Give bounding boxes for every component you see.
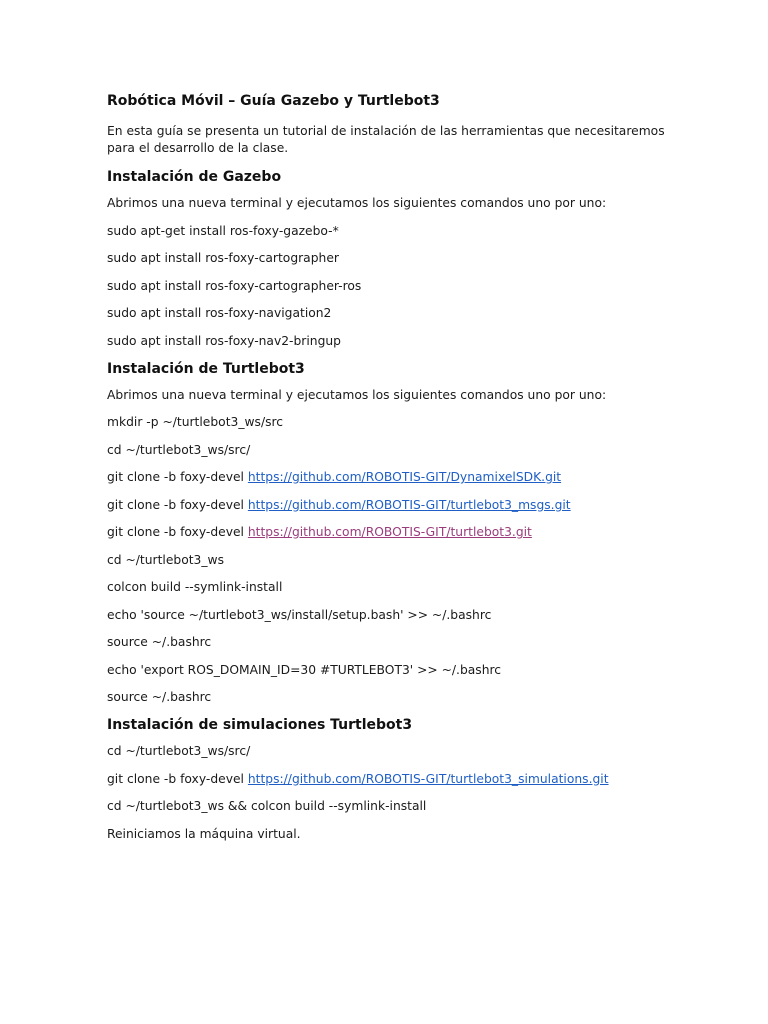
- turtlebot3-msgs-link[interactable]: https://github.com/ROBOTIS-GIT/turtlebot3_msgs.git: [247, 497, 571, 512]
- gazebo-command: sudo apt install ros-foxy-cartographer-ros: [107, 278, 362, 293]
- gazebo-command: sudo apt install ros-foxy-nav2-bringup: [107, 333, 341, 348]
- turtlebot3-simulations-link[interactable]: https://github.com/ROBOTIS-GIT/turtlebot3_simulations.git: [247, 771, 609, 786]
- turtlebot-command-source: source ~/.bashrc: [107, 690, 212, 704]
- simulations-command-build: cd ~/turtlebot3_ws && colcon build --symlink-install: [107, 799, 427, 813]
- simulations-command-cd-src: cd ~/turtlebot3_ws/src/: [107, 744, 251, 758]
- turtlebot3-link[interactable]: https://github.com/ROBOTIS-GIT/turtlebot3.git: [247, 525, 532, 539]
- dynamixel-sdk-link[interactable]: https://github.com/ROBOTIS-GIT/DynamixelSDK.git: [247, 470, 562, 484]
- gazebo-command: sudo apt install ros-foxy-navigation2: [107, 306, 332, 320]
- turtlebot-lead: Abrimos una nueva terminal y ejecutamos los siguientes comandos uno por uno:: [107, 387, 607, 402]
- clone-prefix: git clone -b foxy-devel: [107, 525, 248, 539]
- turtlebot-command-cd-src: cd ~/turtlebot3_ws/src/: [107, 442, 251, 457]
- turtlebot-command-echo-source: echo 'source ~/turtlebot3_ws/install/setup.bash' >> ~/.bashrc: [107, 607, 492, 622]
- clone-prefix: git clone -b foxy-devel: [107, 470, 248, 484]
- gazebo-heading: Instalación de Gazebo: [107, 169, 282, 185]
- clone-prefix: git clone -b foxy-devel: [107, 771, 248, 786]
- simulations-heading: Instalación de simulaciones Turtlebot3: [107, 717, 413, 733]
- turtlebot-command-clone-dynamixel: [107, 469, 687, 485]
- turtlebot-command-clone-msgs: [107, 497, 687, 513]
- document-title: Robótica Móvil – Guía Gazebo y Turtlebot3: [107, 93, 440, 109]
- gazebo-command: sudo apt-get install ros-foxy-gazebo-*: [107, 223, 339, 238]
- restart-instruction: Reiniciamos la máquina virtual.: [107, 826, 301, 841]
- simulations-command-clone: [107, 771, 687, 787]
- gazebo-command: sudo apt install ros-foxy-cartographer: [107, 251, 339, 265]
- clone-prefix: git clone -b foxy-devel: [107, 497, 248, 512]
- document-page: [107, 92, 687, 853]
- turtlebot-heading: Instalación de Turtlebot3: [107, 360, 305, 377]
- turtlebot-command-clone-turtlebot3: [107, 524, 687, 540]
- gazebo-lead: Abrimos una nueva terminal y ejecutamos los siguientes comandos uno por uno:: [107, 196, 607, 210]
- intro-paragraph: En esta guía se presenta un tutorial de instalación de las herramientas que necesitaremos para el desarrollo de la clase.: [107, 124, 665, 155]
- turtlebot-command-colcon: colcon build --symlink-install: [107, 580, 283, 594]
- turtlebot-command-echo-export: echo 'export ROS_DOMAIN_ID=30 #TURTLEBOT3' >> ~/.bashrc: [107, 662, 502, 677]
- turtlebot-command-source: source ~/.bashrc: [107, 635, 212, 649]
- turtlebot-command-mkdir: mkdir -p ~/turtlebot3_ws/src: [107, 415, 284, 429]
- turtlebot-command-cd-ws: cd ~/turtlebot3_ws: [107, 552, 224, 567]
